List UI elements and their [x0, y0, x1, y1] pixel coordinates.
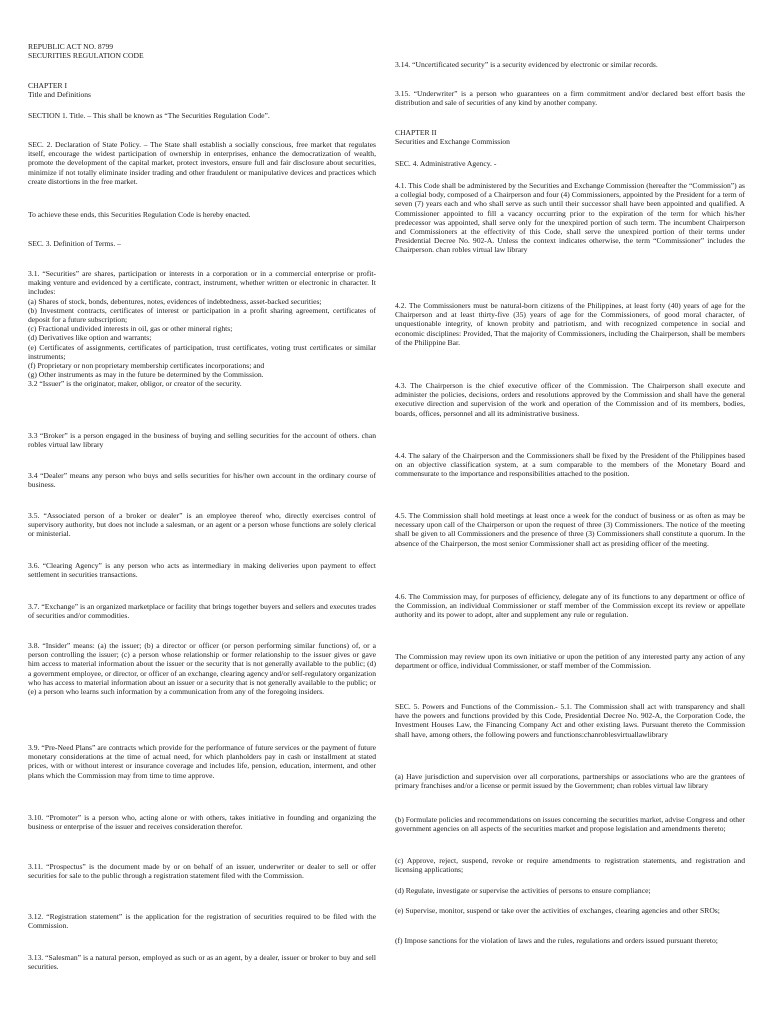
section-5-item-b: (b) Formulate policies and recommendations on issues concerning the securities market, advise Congress and other government agencies on all aspects of the securities market and propose legislation and amendments thereto;: [395, 815, 745, 834]
definition-3-1-securities: 3.1. “Securities” are shares, participation or interests in a corporation or in a commercial enterprise or profit-making venture and evidenced by a certificate, contract, instrument, whether written or electronic in character. It includes: (a) Shares of stock, bonds, debentures, notes, evidences of indebtedness, asset-backed securities; (b) Investment contracts, certificates of interest or participation in a profit sharing agreement, certificates of deposit for a future subscription; (c) Fractional undivided interests in oil, gas or other mineral rights; (d) Derivatives like option and warrants; (e) Certificates of assignments, certificates of participation, trust certificates, voting trust certificates or similar instruments; (f) Proprietary or non proprietary membership certificates incorporations; and (g) Other instruments as may in the future be determined by the Commission. 3.2 “Issuer” is the originator, maker, obligor, or creator of the security.: [28, 269, 376, 389]
section-4-6-review: The Commission may review upon its own initiative or upon the petition of any interested party any action of any department or office, individual Commissioner, or staff member of the Commission.: [395, 652, 745, 671]
section-4-5-meetings: 4.5. The Commission shall hold meetings at least once a week for the conduct of business or as often as may be necessary upon call of the Chairperson or upon the request of three (3) Commissioners. The notice of the meeting shall be given to all Commissioners and the presence of three (3) Commissioners shall constitute a quorum. In the absence of the Chairperson, the most senior Commissioner shall act as presiding officer of the meeting.: [395, 511, 745, 548]
section-2-conclusion: To achieve these ends, this Securities Regulation Code is hereby enacted.: [28, 210, 251, 219]
definition-3-14-uncertificated-security: 3.14. “Uncertificated security” is a security evidenced by electronic or similar records.: [395, 60, 658, 69]
section-2-state-policy: SEC. 2. Declaration of State Policy. – The State shall establish a socially conscious, free market that regulates itself, encourage the widest participation of ownership in enterprises, enhance the democratization of wealth, promote the development of the capital market, protect investors, ensure full and fair disclosure about securities, minimize if not totally eliminate insider trading and other fraudulent or manipulative devices and practices which create distortions in the free market.: [28, 140, 376, 186]
definition-3-3-broker: 3.3 “Broker” is a person engaged in the business of buying and selling securities for the account of others. chan robles virtual law library: [28, 431, 376, 450]
section-1-title: SECTION 1. Title. – This shall be known as “The Securities Regulation Code”.: [28, 111, 270, 120]
section-4-3-chairperson: 4.3. The Chairperson is the chief executive officer of the Commission. The Chairperson shall execute and administer the policies, decisions, orders and resolutions approved by the Commission and shall have the general executive direction and supervision of the work and operation of the Commission and of its members, bodies, boards, offices, personnel and all its administrative business.: [395, 381, 745, 418]
section-3-heading: SEC. 3. Definition of Terms. –: [28, 239, 121, 248]
section-5-item-c: (c) Approve, reject, suspend, revoke or require amendments to registration statements, and registration and licensing applications;: [395, 856, 745, 875]
definition-3-10-promoter: 3.10. “Promoter” is a person who, acting alone or with others, takes initiative in founding and organizing the business or enterprise of the issuer and receives consideration therefor.: [28, 813, 376, 832]
definition-3-6-clearing-agency: 3.6. “Clearing Agency” is any person who acts as intermediary in making deliveries upon payment to effect settlement in securities transactions.: [28, 561, 376, 580]
section-4-2-qualifications: 4.2. The Commissioners must be natural-born citizens of the Philippines, at least forty (40) years of age for the Chairperson and at least thirty-five (35) years of age for the Commissioners, of good moral character, of unquestionable integrity, of known probity and patriotism, and with recognized competence in social and economic disciplines: Provided, That the majority of Commissioners, including the Chairperson, shall be members of the Philippine Bar.: [395, 301, 745, 347]
definition-3-4-dealer: 3.4 “Dealer” means any person who buys and sells securities for his/her own account in the ordinary course of business.: [28, 471, 376, 490]
section-5-item-a: (a) Have jurisdiction and supervision over all corporations, partnerships or associations who are the grantees of primary franchises and/or a license or permit issued by the Government; chan robles virtual law library: [395, 772, 745, 791]
definition-3-15-underwriter: 3.15. “Underwriter” is a person who guarantees on a firm commitment and/or declared best effort basis the distribution and sale of securities of any kind by another company.: [395, 89, 745, 108]
definition-3-5-associated-person: 3.5. “Associated person of a broker or dealer” is an employee thereof who, directly exercises control of supervisory authority, but does not include a salesman, or an agent or a person whose functions are solely clerical or ministerial.: [28, 511, 376, 539]
section-5-item-f: (f) Impose sanctions for the violation of laws and the rules, regulations and orders issued pursuant thereto;: [395, 936, 718, 945]
definition-3-8-insider: 3.8. “Insider” means: (a) the issuer; (b) a director or officer (or person performing similar functions) of, or a person controlling the issuer; (c) a person whose relationship or former relationship to the issuer gives or gave him access to material information about the issuer or the security that is not generally available to the public; (d) a government employee, or director, or officer of an exchange, clearing agency and/or self-regulatory organization who has access to material information about an issuer or a security that is not generally available to the public; or (e) a person who learns such information by a communication from any of the foregoing insiders.: [28, 641, 376, 697]
definition-3-11-prospectus: 3.11. “Prospectus” is the document made by or on behalf of an issuer, underwriter or dealer to sell or offer securities for sale to the public through a registration statement filed with the Commission.: [28, 862, 376, 881]
section-5-item-d: (d) Regulate, investigate or supervise the activities of persons to ensure compliance;: [395, 886, 651, 895]
section-4-heading: SEC. 4. Administrative Agency. -: [395, 159, 497, 168]
definition-3-13-salesman: 3.13. “Salesman” is a natural person, employed as such or as an agent, by a dealer, issuer or broker to buy and sell securities.: [28, 953, 376, 972]
section-4-4-salary: 4.4. The salary of the Chairperson and the Commissioners shall be fixed by the President of the Philippines based on an objective classification system, at a sum comparable to the members of the Monetary Board and commensurate to the importance and responsibilities attached to the position.: [395, 451, 745, 479]
definition-3-12-registration-statement: 3.12. “Registration statement” is the application for the registration of securities required to be filed with the Commission.: [28, 912, 376, 931]
section-5-item-e: (e) Supervise, monitor, suspend or take over the activities of exchanges, clearing agencies and other SROs;: [395, 906, 720, 915]
act-title: REPUBLIC ACT NO. 8799 SECURITIES REGULATION CODE: [28, 42, 144, 61]
chapter-1-heading: CHAPTER I Title and Definitions: [28, 81, 92, 100]
chapter-2-heading: CHAPTER II Securities and Exchange Commission: [395, 128, 510, 147]
definition-3-9-pre-need-plans: 3.9. “Pre-Need Plans” are contracts which provide for the performance of future services or the payment of future monetary considerations at the time of actual need, for which planholders pay in cash or installment at stated prices, with or without interest or insurance coverage and includes life, pension, education, interment, and other plans which the Commission may from time to time approve.: [28, 743, 376, 780]
section-5-powers: SEC. 5. Powers and Functions of the Commission.- 5.1. The Commission shall act with transparency and shall have the powers and functions provided by this Code, Presidential Decree No. 902-A, the Corporation Code, the Investment Houses Law, the Financing Company Act and other existing laws. Pursuant thereto the Commission shall have, among others, the following powers and functions:chanroblesvirtuallawlibrary: [395, 702, 745, 739]
definition-3-7-exchange: 3.7. “Exchange” is an organized marketplace or facility that brings together buyers and sellers and executes trades of securities and/or commodities.: [28, 602, 376, 621]
section-4-6-delegation: 4.6. The Commission may, for purposes of efficiency, delegate any of its functions to any department or office of the Commission, an individual Commissioner or staff member of the Commission except its review or appellate authority and its power to adopt, alter and supplement any rule or regulation.: [395, 592, 745, 620]
section-4-1-administration: 4.1. This Code shall be administered by the Securities and Exchange Commission (hereafter the “Commission”) as a collegial body, composed of a Chairperson and four (4) Commissioners, appointed by the President for a term of seven (7) years each and who shall serve as such until their successor shall have been appointed and qualified. A Commissioner appointed to fill a vacancy occurring prior to the expiration of the term for which his/her predecessor was appointed, shall serve only for the unexpired portion of such term. The incumbent Chairperson and Commissioners at the effectivity of this Code, shall serve the unexpired portion of their terms under Presidential Decree No. 902-A. Unless the context indicates otherwise, the term “Commissioner” includes the Chairperson. chan robles virtual law library: [395, 181, 745, 255]
